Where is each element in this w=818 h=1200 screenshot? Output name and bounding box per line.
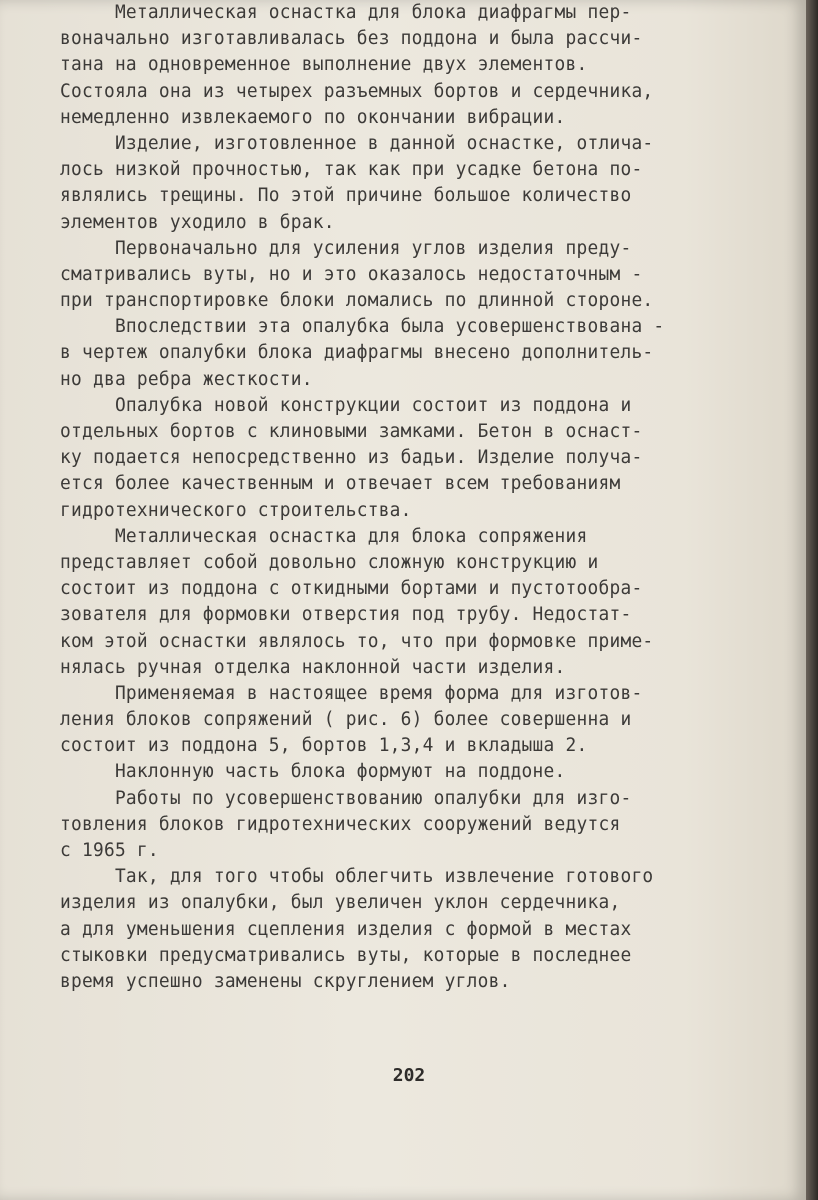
text-line: немедленно извлекаемого по окончании вибрации. <box>60 106 566 128</box>
text-line: а для уменьшения сцепления изделия с формой в местах <box>60 918 632 940</box>
text-line: ления блоков сопряжений ( рис. 6) более совершенна и <box>60 709 632 731</box>
text-line: отдельных бортов с клиновыми замками. Бетон в оснаст- <box>60 421 643 442</box>
text-line: стыковки предусматривались вуты, которые в последнее <box>60 944 632 966</box>
text-line: нялась ручная отделка наклонной части изделия. <box>60 656 566 678</box>
text-line: Наклонную часть блока формуют на поддоне. <box>60 761 566 783</box>
text-line: Металлическая оснастка для блока сопряжения <box>60 525 588 547</box>
text-line: время успешно заменены скруглением углов. <box>60 970 511 992</box>
text-line: в чертеж опалубки блока диафрагмы внесено дополнитель- <box>60 342 654 364</box>
text-line: гидротехнического строительства. <box>60 499 412 521</box>
text-line: Работы по усовершенствованию опалубки для изго- <box>60 787 632 809</box>
body-text <box>60 0 800 995</box>
text-line: Применяемая в настоящее время форма для изготов- <box>60 682 643 704</box>
text-line: элементов уходило в брак. <box>60 211 335 233</box>
text-line: изделия из опалубки, был увеличен уклон сердечника, <box>60 892 621 914</box>
text-line: представляет собой довольно сложную конструкцию и <box>60 551 599 573</box>
text-line: являлись трещины. По этой причине большое количество <box>60 185 632 207</box>
page-edge-shadow <box>806 0 818 1200</box>
text-line: Так, для того чтобы облегчить извлечение готового <box>60 866 654 888</box>
text-line: ком этой оснастки являлось то, что при формовке приме- <box>60 630 654 652</box>
text-line: товления блоков гидротехнических сооружений ведутся <box>60 813 621 835</box>
text-line: зователя для формовки отверстия под трубу. Недостат- <box>60 604 632 626</box>
text-line: с 1965 г. <box>60 840 159 861</box>
text-line: воначально изготавливалась без поддона и была рассчи- <box>60 28 643 50</box>
text-line: при транспортировке блоки ломались по длинной стороне. <box>60 290 654 312</box>
text-line: состоит из поддона 5, бортов 1,3,4 и вкладыша 2. <box>60 735 588 757</box>
text-line: Первоначально для усиления углов изделия преду- <box>60 237 632 259</box>
page-number: 202 <box>392 1065 426 1086</box>
text-line: ется более качественным и отвечает всем требованиям <box>60 473 621 495</box>
text-line: Изделие, изготовленное в данной оснастке, отлича- <box>60 132 654 154</box>
text-line: тана на одновременное выполнение двух элементов. <box>60 54 588 76</box>
text-line: Состояла она из четырех разъемных бортов и сердечника, <box>60 80 654 102</box>
text-line: ку подается непосредственно из бадьи. Изделие получа- <box>60 447 643 469</box>
text-line: состоит из поддона с откидными бортами и пустотообра- <box>60 578 643 600</box>
text-line: сматривались вуты, но и это оказалось недостаточным - <box>60 263 643 285</box>
text-line: лось низкой прочностью, так как при усадке бетона по- <box>60 159 643 181</box>
text-line: Впоследствии эта опалубка была усовершенствована - <box>60 316 665 338</box>
text-line: но два ребра жесткости. <box>60 368 313 390</box>
text-line: Металлическая оснастка для блока диафрагмы пер- <box>60 2 632 23</box>
text-line: Опалубка новой конструкции состоит из поддона и <box>60 394 632 416</box>
